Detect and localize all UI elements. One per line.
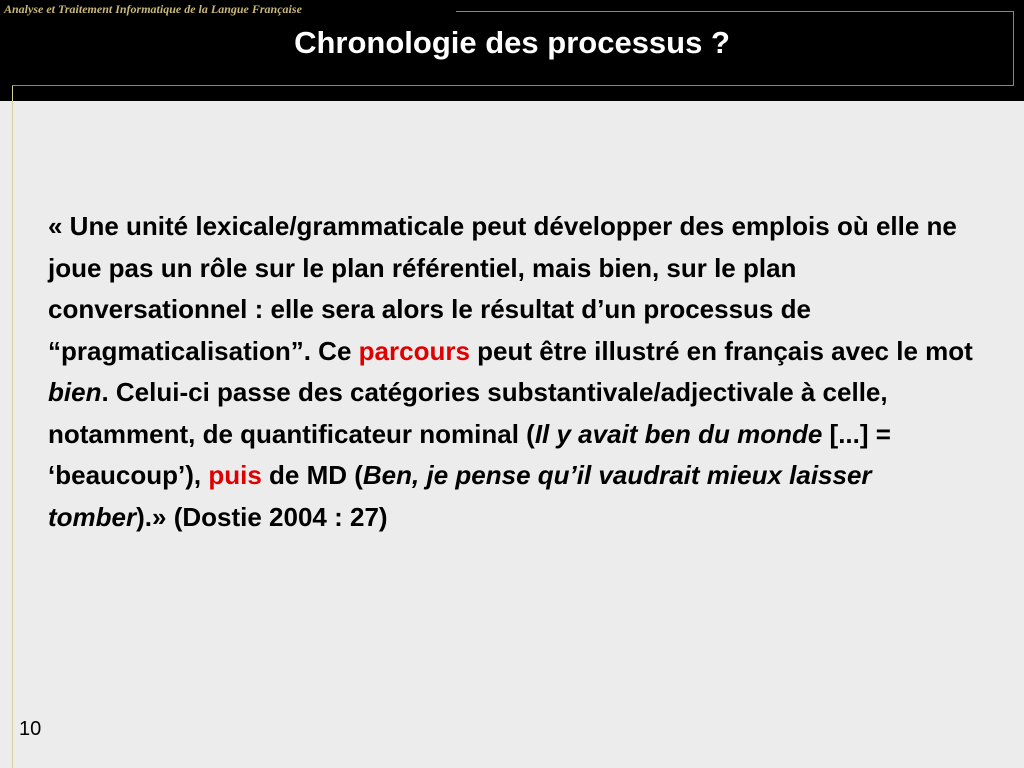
highlight-puis: puis [208, 460, 262, 490]
quote-citation: ).» (Dostie 2004 : 27) [136, 501, 388, 532]
course-title: Analyse et Traitement Informatique de la Langue Française [4, 2, 306, 17]
quote-text: [...] = ‘beaucoup’), [48, 418, 891, 490]
header-frame-line-bottom [12, 85, 1014, 86]
italic-example-md: Ben, je pense qu’il vaudrait mieux laisser tomber [48, 460, 872, 532]
page-number: 10 [19, 718, 42, 740]
quote-text: . Celui-ci passe des catégories substantivale/adjectivale à celle, notamment, de quantificateur nominal ( [48, 377, 888, 449]
italic-example-quantifier: Il y avait ben du monde [534, 418, 823, 449]
italic-term-bien: bien [48, 377, 102, 407]
quote-text: peut être illustré en français avec le mot [469, 335, 973, 366]
quote-text: de MD ( [261, 460, 363, 490]
quote-text: « Une unité lexicale/grammaticale peut développer des emplois où elle ne joue pas un rôle sur le plan référentiel, mais bien, sur le plan conversationnel : elle sera alors le résultat d’un processus de “pragmaticalisation”. Ce [48, 211, 957, 366]
left-margin-rule [12, 86, 13, 768]
slide-header [0, 0, 1024, 101]
highlight-parcours: parcours [358, 335, 470, 366]
slide-title: Chronologie des processus ? [294, 25, 730, 60]
quotation-paragraph [48, 206, 978, 538]
header-frame-line-top [456, 11, 1014, 12]
